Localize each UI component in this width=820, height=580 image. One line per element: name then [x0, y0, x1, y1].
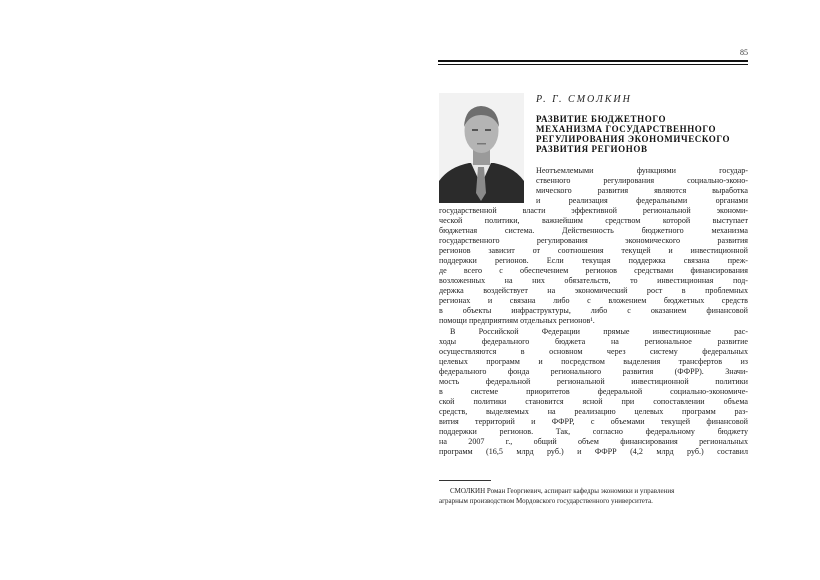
body-line: мического развития являются выработка	[536, 186, 748, 195]
footnote-line: аграрным производством Мордовского государственного университета.	[439, 497, 653, 505]
body-line: мость федеральной региональной инвестиционной политики	[439, 377, 748, 386]
title-line: МЕХАНИЗМА ГОСУДАРСТВЕННОГО	[536, 124, 717, 134]
body-line: помощи предприятиям отдельных регионов¹.	[439, 316, 595, 325]
body-line: и реализация федеральными органами	[536, 196, 748, 205]
body-line: возложенных на них обязательств, то инвестиционная под-	[439, 276, 748, 285]
body-line: государственного регулирования экономического развития	[439, 236, 748, 245]
header-rule-thin	[438, 64, 748, 65]
body-line: средств, выделяемых на реализацию целевых программ раз-	[439, 407, 748, 416]
body-line: ственного регулирования социально-эконо-	[536, 176, 748, 185]
title-line: РАЗВИТИЕ БЮДЖЕТНОГО	[536, 114, 667, 124]
body-line: держка воздействует на экономический рост в проблемных	[439, 286, 748, 295]
body-line: Неотъемлемыми функциями государ-	[536, 166, 748, 175]
footnote-rule	[439, 480, 491, 481]
body-line: регионов зависит от соотношения текущей и инвестиционной	[439, 246, 748, 255]
body-line: регионах и связана либо с вложением бюджетных средств	[439, 296, 748, 305]
body-line: в системе приоритетов федеральной социально-экономиче-	[439, 387, 748, 396]
title-line: РАЗВИТИЯ РЕГИОНОВ	[536, 144, 648, 154]
body-line: де всего с обеспечением регионов средствами финансирования	[439, 266, 748, 275]
body-line: ходы федерального бюджета на региональное развитие	[439, 337, 748, 346]
body-line: ческой политики, важнейшим средством которой выступает	[439, 216, 748, 225]
author-name: Р. Г. СМОЛКИН	[536, 94, 632, 105]
body-line: вития территорий и ФФРР, с объемами текущей финансовой	[439, 417, 748, 426]
footnote-line: СМОЛКИН Роман Георгиевич, аспирант кафедры экономики и управления	[450, 487, 675, 495]
page-number: 85	[740, 48, 748, 57]
author-photo	[439, 93, 524, 203]
body-line: на 2007 г., общий объем финансирования региональных	[439, 437, 748, 446]
body-line: государственной власти эффективной региональной экономи-	[439, 206, 748, 215]
body-line: федерального фонда регионального развития (ФФРР). Значи-	[439, 367, 748, 376]
body-line: поддержки регионов. Если текущая поддержка связана преж-	[439, 256, 748, 265]
body-line: в объекты инфраструктуры, либо с оказанием финансовой	[439, 306, 748, 315]
body-line: целевых программ и посредством выделения трансфертов из	[439, 357, 748, 366]
body-line: ской политики становится ясной при сопоставлении объема	[439, 397, 748, 406]
body-line: бюджетная система. Действенность бюджетного механизма	[439, 226, 748, 235]
header-rule-thick	[438, 60, 748, 62]
article-title	[536, 114, 756, 154]
body-line: В Российской Федерации прямые инвестиционные рас-	[450, 327, 748, 336]
title-line: РЕГУЛИРОВАНИЯ ЭКОНОМИЧЕСКОГО	[536, 134, 731, 144]
body-line: поддержки регионов. Так, согласно федеральному бюджету	[439, 427, 748, 436]
body-line: осуществляются в основном через систему федеральных	[439, 347, 748, 356]
body-line: программ (16,5 млрд руб.) и ФФРР (4,2 млрд руб.) составил	[439, 447, 748, 456]
